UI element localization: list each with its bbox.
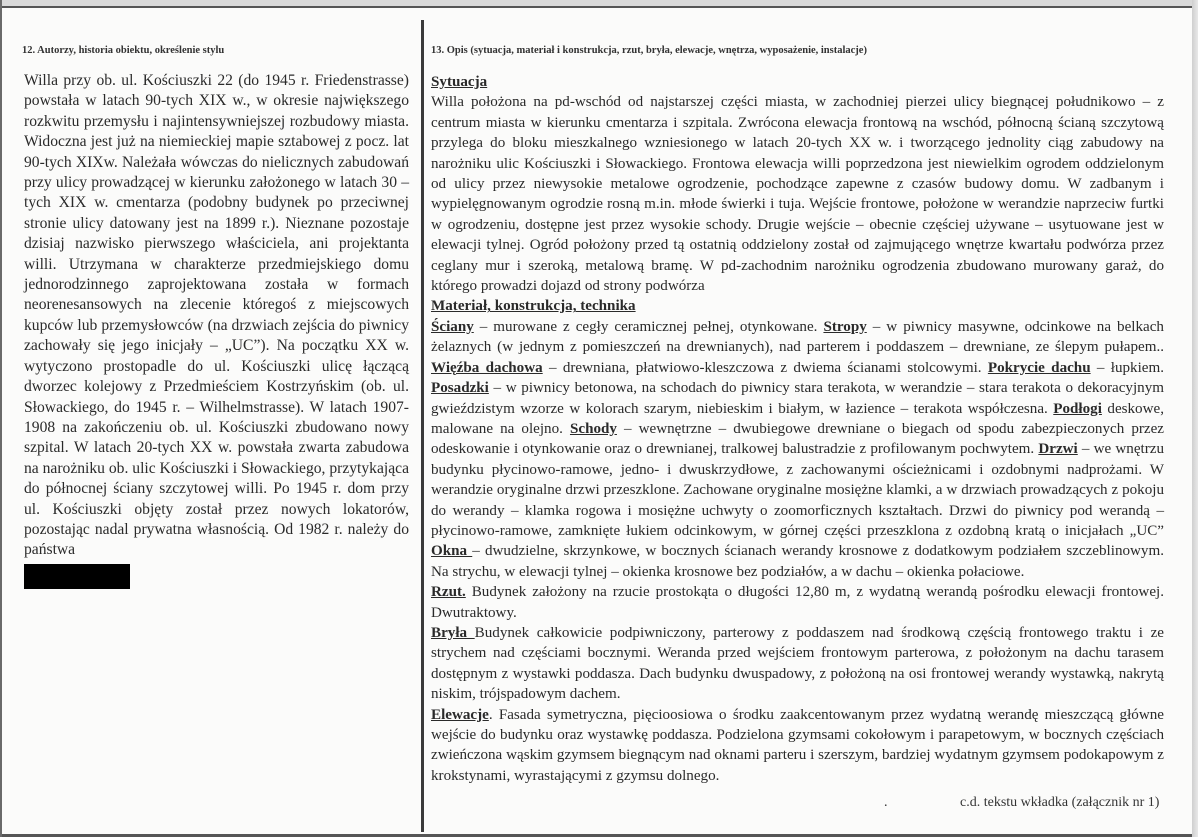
redacted-block (24, 564, 130, 589)
section-12 (24, 44, 409, 589)
sytuacja-text: Willa położona na pd-wschód od najstarszej części miasta, w zachodniej pierzei ulicy biegnącej południkowo – z centrum miasta w kierunku cmentarza i szpitala. Zwrócona elewacja frontową na wschód, północną ścianą szczytową przylega do bloku mieszkalnego wzniesionego w latach 20-tych XX w. i tworzącego jednolity ciąg zabudowy na narożniku ulic Kościuszki i Słowackiego. Frontowa elewacja willi poprzedzona jest niewielkim ogrodem oddzielonym od ulicy przez niewysokie metalowe ogrodzenie, pochodzące zapewne z czasów budowy domu. W zadbanym i wypielęgnowanym ogrodzie rosną m.in. młode świerki i tuja. Wejście frontowe, położone w werandzie naprzeciw furtki w ogrodzeniu, dostępne jest przez wysokie schody. Drugie wejście – obecnie częściej używane – usytuowane jest w elewacji tylnej. Ogród położony przed tą ostatnią oddzielony został od zajmującego wnętrze kwartału podwórza przez ceglany mur i szeroką, metalową bramę. W pd-zachodnim narożniku ogrodzenia zbudowano murowany garaż, do którego prowadzi dojazd od strony podwórza (431, 94, 1164, 295)
sciany-text: – murowane z cegły ceramicznej pełnej, otynkowane. (473, 318, 824, 335)
section-13-body (431, 72, 1164, 786)
stropy-text: – w piwnicy masywne, odcinkowe na belkach żelaznych (w jednym z pomieszczeń na drewnianych), nad parterem i poddaszem – drewniane, ze ślepym pułapem.. (431, 318, 1164, 356)
section-13 (431, 44, 1164, 786)
stray-dot: . (884, 795, 888, 810)
podlogi-text: deskowe, malowane na olejno. (431, 400, 1164, 437)
rzut-text: Budynek założony na rzucie prostokąta o długości 12,80 m, z wydatną werandą pośrodku elewacji frontowej. Dwutraktowy. (431, 584, 1164, 621)
stropy-label: Stropy (823, 318, 867, 335)
posadzki-label: Posadzki (431, 380, 489, 397)
elewacje-text: . Fasada symetryczna, pięcioosiowa o środku zaakcentowanym przez wydatną werandę mieszczącą główne wejście do budynku oraz wystawkę poddasza. Podzielona gzymsami cokołowym i parapetowym, w bocznych częściach zwieńczona wąskim gzymsem biegnącym nad oknami parteru i szerszym, bardziej wydatnym gzymsem podokapowym z krokstynami, wyrastającymi z gzymsu dolnego. (431, 706, 1164, 784)
pokrycie-label: Pokrycie dachu (987, 359, 1091, 376)
schody-label: Schody (569, 420, 617, 437)
material-label: Materiał, konstrukcja, technika (431, 298, 636, 315)
podlogi-label: Podłogi (1053, 400, 1102, 417)
elewacje-paragraph (431, 705, 1164, 787)
material-paragraph (431, 317, 1164, 582)
rzut-paragraph (431, 582, 1164, 623)
posadzki-text: – w piwnicy betonowa, na schodach do piwnicy stara terakota, w werandzie – stara terakota o dekoracyjnym gwieździstym wzorze w kolorach szarym, niebieskim i białym, w łazience – terakota współczesna. (431, 380, 1164, 417)
okna-label: Okna (431, 543, 473, 560)
page-right-edge (1192, 0, 1198, 837)
document-page (0, 6, 1192, 837)
section-12-heading: 12. Autorzy, historia obiektu, określenie stylu (22, 45, 225, 56)
wiezba-label: Więźba dachowa (431, 359, 543, 376)
bryla-text: Budynek całkowicie podpiwniczony, parterowy z poddaszem nad środkową częścią frontowego traktu i ze strychem nad częściami bocznymi. Weranda przed wejściem frontowym parterowa, z położonym na dachu tarasem dostępnym z wystawki poddasza. Dach budynku dwuspadowy, z położoną na osi frontowej werandy wystawką, nakrytą niskim, trójspadowym dachem. (431, 624, 1164, 703)
history-text: Willa przy ob. ul. Kościuszki 22 (do 1945 r. Friedenstrasse) powstała w latach 90-tych XIX w., w okresie największego rozkwitu przemysłu i najintensywniejszej rozbudowy miasta. Widoczna jest już na niemieckiej mapie sztabowej z pocz. lat 90-tych XIXw. Należała wówczas do nielicznych zabudowań przy ulicy prowadzącej w kierunku założonego w latach 30 – tych XIX w. cmentarza (podobny budynek po przeciwnej stronie ulicy datowany jest na 1899 r.). Nieznane pozostaje dzisiaj nazwisko pierwszego właściciela, ani projektanta willi. Utrzymana w charakterze przedmiejskiego domu jednorodzinnego zaprojektowana została w formach neorenesansowych na zlecenie któregoś z miejscowych kupców lub przemysłowców (na drzwiach zejścia do piwnicy zachowały się jego inicjały – „UC”). Na początku XX w. wytyczono prostopadle do ul. Kościuszki ulicę łączącą dworzec kolejowy z Przedmieściem Kostrzyńskim (ob. ul. Słowackiego, do 1945 r. – Wilhelmstrasse). W latach 1907-1908 na zakończeniu ob. ul. Kościuszki zbudowano nowy szpital. W latach 20-tych XX w. powstała zwarta zabudowa na narożniku ob. ulic Kościuszki i Słowackiego, przytykająca do północnej ściany szczytowej willi. Po 1945 r. dom przy ul. Kościuszki objęty został przez nowych lokatorów, pozostając nadal prywatna własnością. Od 1982 r. należy do państwa (24, 72, 409, 559)
section-12-body (24, 71, 409, 589)
drzwi-label: Drzwi (1038, 441, 1078, 458)
sytuacja-label: Sytuacja (431, 74, 488, 90)
rzut-label: Rzut. (431, 584, 466, 601)
continuation-note: c.d. tekstu wkładka (załącznik nr 1) (960, 795, 1160, 810)
elewacje-label: Elewacje (431, 706, 489, 723)
okna-text: – dwudzielne, skrzynkowe, w bocznych ścianach werandy krosnowe z dodatkowym podziałem szczeblinowym. Na strychu, w elewacji tylnej – okienka krosnowe bez podziałów, a w dachu – okienka połaciowe. (431, 543, 1164, 580)
drzwi-text: – we wnętrzu budynku płycinowo-ramowe, jedno- i dwuskrzydłowe, z zachowanymi ościeżnicami i ozdobnymi nadprożami. W werandzie oryginalne drzwi przeszklone. Zachowane oryginalne mosiężne klamki, a w drzwiach prowadzących z pokoju do werandy – klamka rogowa i mosiężne uchwyty o zoomorficznych kształtach. Drzwi do piwnicy pod werandą – płycinowo-ramowe, zamknięte łukiem odcinkowym, w górnej części przeszklona z ozdobną kratą o inicjałach „UC” (431, 441, 1164, 539)
pokrycie-text: – łupkiem. (1090, 359, 1164, 376)
schody-text: – wewnętrzne – dwubiegowe drewniane o biegach od spodu zabezpieczonych przez odeskowanie i otynkowanie oraz o drewnianej, tralkowej balustradzie z profilowanym pochwytem. (431, 420, 1165, 458)
column-divider (421, 20, 424, 832)
page-left-edge (0, 0, 2, 837)
wiezba-text: – drewniana, płatwiowo-kleszczowa z dwiema ścianami stolcowymi. (542, 359, 988, 376)
bryla-paragraph (431, 623, 1164, 705)
section-13-heading: 13. Opis (sytuacja, materiał i konstrukcja, rzut, bryła, elewacje, wnętrza, wyposażenie, instalacje) (431, 45, 867, 56)
bryla-label: Bryła (431, 624, 475, 641)
sciany-label: Ściany (431, 318, 474, 335)
